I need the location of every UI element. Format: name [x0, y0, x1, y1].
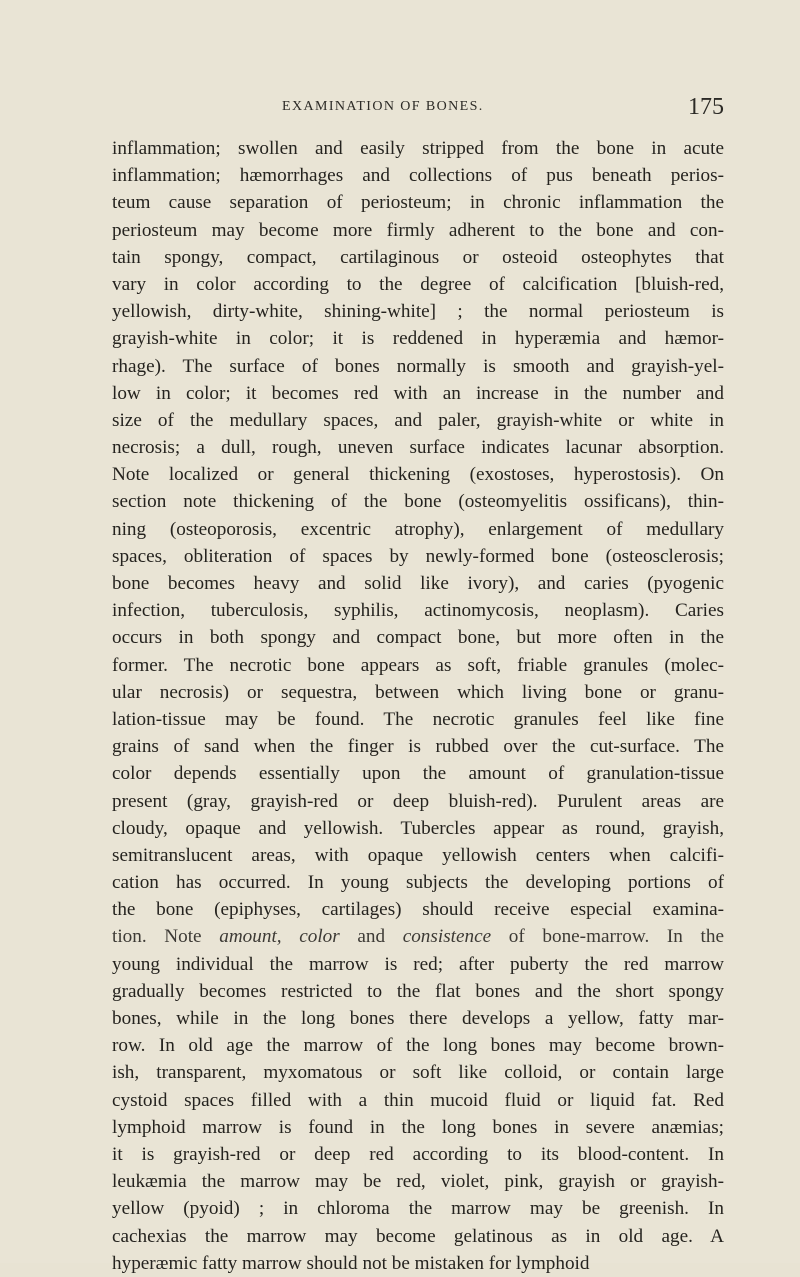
text-line: semitranslucent areas, with opaque yellowish centers when calcifi- [112, 844, 724, 866]
text-line: young individual the marrow is red; after puberty the red marrow [112, 953, 724, 975]
running-head: EXAMINATION OF BONES. [282, 99, 484, 114]
text-line: former. The necrotic bone appears as soft, friable granules (molec- [112, 654, 724, 676]
text-line: color depends essentially upon the amount of granulation-tissue [112, 763, 724, 785]
text-line: cachexias the marrow may become gelatinous as in old age. A [112, 1225, 724, 1247]
text-line: spaces, obliteration of spaces by newly-formed bone (osteosclerosis; [112, 545, 724, 567]
text-line: inflammation; hæmorrhages and collections of pus beneath perios- [112, 165, 724, 187]
text-line: lymphoid marrow is found in the long bones in severe anæmias; [112, 1116, 724, 1138]
text-line: lation-tissue may be found. The necrotic granules feel like fine [112, 708, 724, 730]
text-segment: and [339, 926, 403, 948]
text-line: section note thickening of the bone (osteomyelitis ossificans), thin- [112, 491, 724, 513]
italic-term: amount, color [219, 926, 340, 948]
text-line: present (gray, grayish-red or deep bluish-red). Purulent areas are [112, 790, 724, 812]
text-line: grayish-white in color; it is reddened in hyperæmia and hæmor- [112, 328, 724, 350]
text-line: low in color; it becomes red with an increase in the number and [112, 382, 724, 404]
text-line: size of the medullary spaces, and paler, grayish-white or white in [112, 409, 724, 431]
text-line: ning (osteoporosis, excentric atrophy), enlargement of medullary [112, 518, 724, 540]
text-line: occurs in both spongy and compact bone, but more often in the [112, 627, 724, 649]
page-header [112, 96, 724, 126]
text-line: rhage). The surface of bones normally is smooth and grayish-yel- [112, 355, 724, 377]
text-line: vary in color according to the degree of calcification [bluish-red, [112, 273, 724, 295]
text-line: bone becomes heavy and solid like ivory), and caries (pyogenic [112, 573, 724, 594]
text-line: teum cause separation of periosteum; in chronic inflammation the [112, 192, 724, 214]
text-line: cystoid spaces filled with a thin mucoid fluid or liquid fat. Red [112, 1089, 724, 1111]
text-line: row. In old age the marrow of the long bones may become brown- [112, 1035, 724, 1057]
text-line: inflammation; swollen and easily stripped from the bone in acute [112, 138, 724, 159]
text-line: cloudy, opaque and yellowish. Tubercles appear as round, grayish, [112, 817, 724, 839]
body-text [112, 135, 724, 1277]
text-line [112, 923, 724, 950]
text-line: gradually becomes restricted to the flat bones and the short spongy [112, 980, 724, 1002]
text-line: yellowish, dirty-white, shining-white] ; the normal periosteum is [112, 301, 724, 323]
text-line: ular necrosis) or sequestra, between which living bone or granu- [112, 681, 724, 703]
text-line: yellow (pyoid) ; in chloroma the marrow may be greenish. In [112, 1198, 724, 1220]
text-line: necrosis; a dull, rough, uneven surface indicates lacunar absorption. [112, 437, 724, 459]
text-line: the bone (epiphyses, cartilages) should receive especial examina- [112, 899, 724, 921]
page-number: 175 [688, 94, 724, 120]
text-line: Note localized or general thickening (exostoses, hyperostosis). On [112, 464, 724, 486]
text-line: grains of sand when the finger is rubbed over the cut-surface. The [112, 736, 724, 758]
text-line: bones, while in the long bones there develops a yellow, fatty mar- [112, 1008, 724, 1029]
text-line: leukæmia the marrow may be red, violet, pink, grayish or grayish- [112, 1171, 724, 1193]
italic-term: consistence [402, 926, 492, 948]
text-line: infection, tuberculosis, syphilis, actinomycosis, neoplasm). Caries [112, 600, 724, 622]
text-line: hyperæmic fatty marrow should not be mistaken for lymphoid [112, 1252, 590, 1274]
text-line: periosteum may become more firmly adherent to the bone and con- [112, 219, 724, 241]
text-line: it is grayish-red or deep red according to its blood-content. In [112, 1143, 724, 1165]
text-segment: of bone-marrow. In the [491, 926, 724, 948]
text-line: ish, transparent, myxomatous or soft like colloid, or contain large [112, 1062, 724, 1084]
text-segment: tion. Note [112, 926, 220, 948]
text-line: cation has occurred. In young subjects the developing portions of [112, 872, 724, 894]
text-line: tain spongy, compact, cartilaginous or osteoid osteophytes that [112, 246, 724, 268]
